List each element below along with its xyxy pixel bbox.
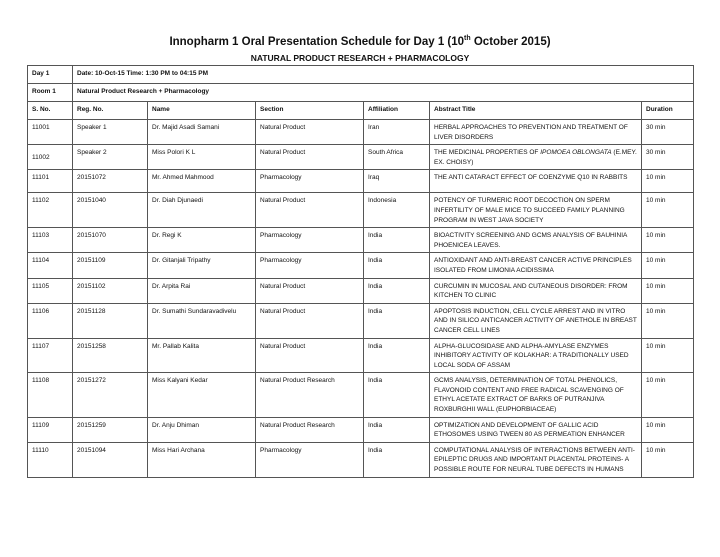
- cell-duration: 10 min: [642, 170, 694, 193]
- cell-abstract-title: GCMS ANALYSIS, DETERMINATION OF TOTAL PHENOLICS, FLAVONOID CONTENT AND FREE RADICAL SCAVENGING OF ETHYL ACETATE EXTRACT OF BARKS OF PUTRANJIVA ROXBURGHII WALL (EUPHORBIACEAE): [430, 373, 642, 417]
- cell-duration: 10 min: [642, 442, 694, 477]
- cell-affiliation: India: [364, 417, 430, 442]
- header-abstract-title: Abstract Title: [430, 102, 642, 120]
- header-duration: Duration: [642, 102, 694, 120]
- table-row: [28, 170, 694, 193]
- cell-name: Dr. Majid Asadi Samani: [148, 120, 256, 145]
- abstract-text: THE MEDICINAL PROPERTIES OF: [434, 149, 541, 157]
- cell-abstract-title: POTENCY OF TURMERIC ROOT DECOCTION ON SPERM INFERTILITY OF MALE MICE TO SUCCEED FAMILY PLANNING PROGRAM IN WEST JAVA SOCIETY: [430, 193, 642, 228]
- cell-section: Natural Product: [256, 278, 364, 303]
- table-row: [28, 228, 694, 253]
- cell-duration: 10 min: [642, 373, 694, 417]
- cell-abstract-title: COMPUTATIONAL ANALYSIS OF INTERACTIONS BETWEEN ANTI-EPILEPTIC DRUGS AND IMPORTANT PLACENTAL PROTEINS- A POSSIBLE ROUTE FOR NEURAL TUBE DEFECTS IN HUMANS: [430, 442, 642, 477]
- cell-section: Pharmacology: [256, 442, 364, 477]
- cell-duration: 10 min: [642, 278, 694, 303]
- title-superscript: th: [464, 35, 471, 43]
- header-affiliation: Affiliation: [364, 102, 430, 120]
- cell-abstract-title: CURCUMIN IN MUCOSAL AND CUTANEOUS DISORDER: FROM KITCHEN TO CLINIC: [430, 278, 642, 303]
- cell-sno: 11110: [28, 442, 73, 477]
- cell-sno: 11105: [28, 278, 73, 303]
- cell-duration: 10 min: [642, 193, 694, 228]
- cell-section: Natural Product: [256, 338, 364, 373]
- cell-sno: 11107: [28, 338, 73, 373]
- day-label: Day 1: [28, 66, 73, 84]
- cell-affiliation: India: [364, 442, 430, 477]
- cell-duration: 10 min: [642, 303, 694, 338]
- cell-abstract-title: ALPHA-GLUCOSIDASE AND ALPHA-AMYLASE ENZYMES INHIBITORY ACTIVITY OF KOLAKHAR: A TRADITIONALLY USED LOCAL SODA OF ASSAM: [430, 338, 642, 373]
- cell-section: Natural Product Research: [256, 373, 364, 417]
- cell-reg-no: 20151094: [73, 442, 148, 477]
- cell-duration: 30 min: [642, 120, 694, 145]
- table-row: [28, 145, 694, 170]
- header-name: Name: [148, 102, 256, 120]
- cell-reg-no: 20151128: [73, 303, 148, 338]
- table-row: [28, 193, 694, 228]
- cell-duration: 30 min: [642, 145, 694, 170]
- cell-sno: 11102: [28, 193, 73, 228]
- cell-affiliation: South Africa: [364, 145, 430, 170]
- cell-name: Dr. Sumathi Sundaravadivelu: [148, 303, 256, 338]
- cell-affiliation: India: [364, 303, 430, 338]
- cell-abstract-title: HERBAL APPROACHES TO PREVENTION AND TREATMENT OF LIVER DISORDERS: [430, 120, 642, 145]
- table-header-row: [28, 102, 694, 120]
- cell-sno: 11108: [28, 373, 73, 417]
- cell-name: Dr. Arpita Rai: [148, 278, 256, 303]
- cell-section: Natural Product: [256, 145, 364, 170]
- cell-name: Dr. Regi K: [148, 228, 256, 253]
- cell-section: Pharmacology: [256, 253, 364, 278]
- cell-duration: 10 min: [642, 253, 694, 278]
- page-title: [0, 36, 720, 48]
- cell-name: Miss Kalyani Kedar: [148, 373, 256, 417]
- room-value: Natural Product Research + Pharmacology: [73, 84, 694, 102]
- cell-duration: 10 min: [642, 417, 694, 442]
- cell-section: Natural Product Research: [256, 417, 364, 442]
- cell-affiliation: Iraq: [364, 170, 430, 193]
- table-row: [28, 120, 694, 145]
- cell-duration: 10 min: [642, 228, 694, 253]
- cell-reg-no: Speaker 1: [73, 120, 148, 145]
- cell-sno: 11106: [28, 303, 73, 338]
- cell-sno: 11109: [28, 417, 73, 442]
- cell-sno: 11002: [28, 145, 73, 170]
- cell-name: Dr. Gitanjali Tripathy: [148, 253, 256, 278]
- table-row: [28, 417, 694, 442]
- cell-abstract-title: [430, 145, 642, 170]
- cell-section: Natural Product: [256, 193, 364, 228]
- abstract-text: (E.MEY. EX. CHOISY): [434, 149, 637, 166]
- cell-reg-no: 20151258: [73, 338, 148, 373]
- cell-reg-no: 20151072: [73, 170, 148, 193]
- cell-abstract-title: ANTIOXIDANT AND ANTI-BREAST CANCER ACTIVE PRINCIPLES ISOLATED FROM LIMONIA ACIDISSIMA: [430, 253, 642, 278]
- cell-sno: 11103: [28, 228, 73, 253]
- cell-section: Natural Product: [256, 303, 364, 338]
- header-reg-no: Reg. No.: [73, 102, 148, 120]
- cell-name: Miss Hari Archana: [148, 442, 256, 477]
- table-row: [28, 253, 694, 278]
- cell-section: Natural Product: [256, 120, 364, 145]
- cell-sno: 11104: [28, 253, 73, 278]
- cell-reg-no: 20151109: [73, 253, 148, 278]
- table-row: [28, 338, 694, 373]
- page-subtitle: NATURAL PRODUCT RESEARCH + PHARMACOLOGY: [250, 53, 470, 63]
- table-row: [28, 278, 694, 303]
- table-row: [28, 373, 694, 417]
- cell-reg-no: 20151070: [73, 228, 148, 253]
- cell-affiliation: India: [364, 228, 430, 253]
- table-row: [28, 303, 694, 338]
- schedule-table: [27, 65, 694, 478]
- cell-section: Pharmacology: [256, 228, 364, 253]
- cell-affiliation: India: [364, 278, 430, 303]
- header-section: Section: [256, 102, 364, 120]
- header-sno: S. No.: [28, 102, 73, 120]
- cell-abstract-title: OPTIMIZATION AND DEVELOPMENT OF GALLIC ACID ETHOSOMES USING TWEEN 80 AS PERMEATION ENHANCER: [430, 417, 642, 442]
- title-prefix: Innopharm 1 Oral Presentation Schedule for Day 1 (10: [169, 36, 465, 48]
- day-value: Date: 10-Oct-15 Time: 1:30 PM to 04:15 PM: [73, 66, 694, 84]
- cell-abstract-title: BIOACTIVITY SCREENING AND GCMS ANALYSIS OF BAUHINIA PHOENICEA LEAVES.: [430, 228, 642, 253]
- cell-affiliation: India: [364, 253, 430, 278]
- cell-reg-no: 20151272: [73, 373, 148, 417]
- cell-affiliation: Iran: [364, 120, 430, 145]
- room-row: [28, 84, 694, 102]
- cell-affiliation: India: [364, 373, 430, 417]
- room-label: Room 1: [28, 84, 73, 102]
- cell-sno: 11001: [28, 120, 73, 145]
- cell-reg-no: 20151259: [73, 417, 148, 442]
- cell-name: Miss Polori K L: [148, 145, 256, 170]
- cell-reg-no: 20151102: [73, 278, 148, 303]
- cell-reg-no: Speaker 2: [73, 145, 148, 170]
- cell-name: Dr. Anju Dhiman: [148, 417, 256, 442]
- cell-name: Mr. Ahmed Mahmood: [148, 170, 256, 193]
- cell-abstract-title: APOPTOSIS INDUCTION, CELL CYCLE ARREST AND IN VITRO AND IN SILICO ANTICANCER ACTIVITY OF ANETHOLE IN BREAST CANCER CELL LINES: [430, 303, 642, 338]
- cell-affiliation: India: [364, 338, 430, 373]
- cell-abstract-title: THE ANTI CATARACT EFFECT OF COENZYME Q10 IN RABBITS: [430, 170, 642, 193]
- cell-section: Pharmacology: [256, 170, 364, 193]
- cell-name: Dr. Diah Djunaedi: [148, 193, 256, 228]
- cell-reg-no: 20151040: [73, 193, 148, 228]
- title-suffix: October 2015): [470, 36, 551, 48]
- abstract-species: IPOMOEA OBLONGATA: [540, 149, 612, 157]
- table-row: [28, 442, 694, 477]
- day-row: [28, 66, 694, 84]
- cell-affiliation: Indonesia: [364, 193, 430, 228]
- cell-sno: 11101: [28, 170, 73, 193]
- cell-duration: 10 min: [642, 338, 694, 373]
- cell-name: Mr. Pallab Kalita: [148, 338, 256, 373]
